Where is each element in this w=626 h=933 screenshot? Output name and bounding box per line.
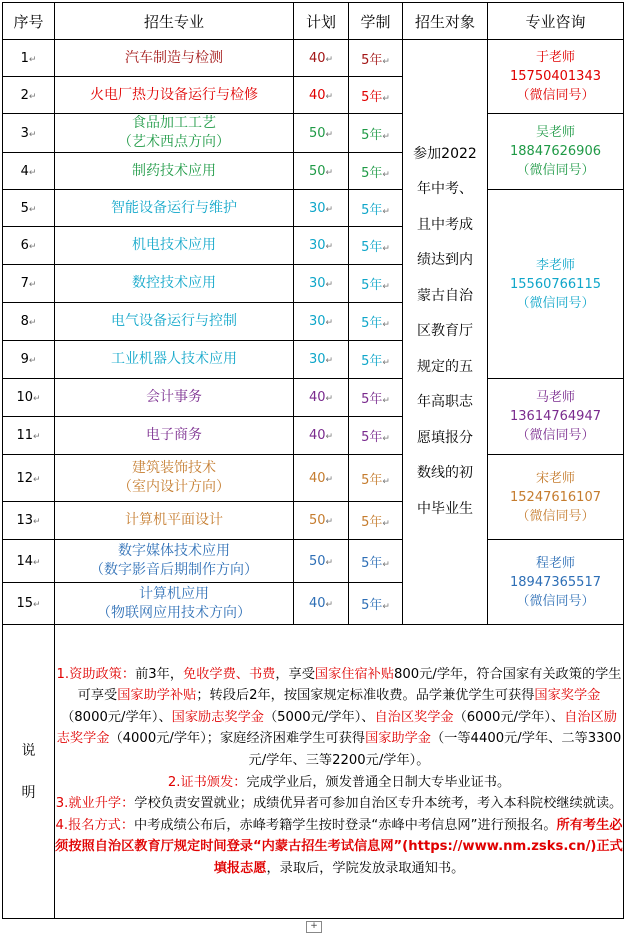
major-name: 会计事务: [55, 379, 294, 417]
program-years: 5年↵: [349, 379, 403, 417]
major-name: 火电厂热力设备运行与检修: [55, 77, 294, 114]
row-number: 13↵: [3, 502, 55, 540]
target-line: 年高职志: [417, 394, 473, 411]
target-line: 数线的初: [417, 465, 473, 482]
table-row: [3, 114, 624, 153]
program-years: 5年↵: [349, 341, 403, 379]
program-years: 5年↵: [349, 265, 403, 303]
major-name: 电气设备运行与控制: [55, 303, 294, 341]
target-line: 规定的五: [417, 358, 473, 375]
major-name: 汽车制造与检测: [55, 40, 294, 77]
rows-body: [3, 40, 624, 625]
major-name: 制药技术应用: [55, 153, 294, 190]
description-label-char: 说: [21, 742, 36, 759]
plan-count: 40↵: [294, 417, 349, 455]
plan-count: 40↵: [294, 455, 349, 502]
consultant-phone: 15750401343: [510, 69, 601, 84]
description-row: [3, 625, 624, 919]
target-line: 区教育厅: [417, 323, 473, 340]
row-number: 3↵: [3, 114, 55, 153]
plan-count: 30↵: [294, 265, 349, 303]
row-number: 6↵: [3, 227, 55, 265]
header-no: 序号: [3, 3, 55, 40]
major-name: 数字媒体技术应用 （数字影音后期制作方向）: [55, 540, 294, 583]
row-number: 8↵: [3, 303, 55, 341]
add-row-handle[interactable]: +: [306, 921, 322, 933]
consultant-note: （微信同号）: [516, 295, 595, 311]
consultant-name: 李老师: [535, 257, 575, 273]
header-major: 招生专业: [55, 3, 294, 40]
header-years: 学制: [349, 3, 403, 40]
row-number: 11↵: [3, 417, 55, 455]
program-years: 5年↵: [349, 40, 403, 77]
policy-registration: 4.报名方式：中考成绩公布后，赤峰考籍学生按时登录“赤峰中考信息网”进行预报名。所有考生必须按照自治区教育厅规定时间登录“内蒙古招生考试信息网”(https://www.nm.zsks.cn/)正式填报志愿，录取后，学院发放录取通知书。: [55, 817, 623, 876]
major-name: 数控技术应用: [55, 265, 294, 303]
consultant-name: 程老师: [535, 555, 575, 571]
table-row: [3, 540, 624, 583]
plan-count: 30↵: [294, 190, 349, 227]
major-name: 建筑装饰技术 （室内设计方向）: [55, 455, 294, 502]
row-number: 5↵: [3, 190, 55, 227]
program-years: 5年↵: [349, 303, 403, 341]
program-years: 5年↵: [349, 417, 403, 455]
row-number: 14↵: [3, 540, 55, 583]
target-line: 蒙古自治: [417, 287, 473, 304]
consultant-contact: [488, 190, 624, 379]
description-label: [3, 625, 55, 919]
consultant-phone: 15247616107: [510, 489, 601, 505]
major-name: 电子商务: [55, 417, 294, 455]
major-name: 工业机器人技术应用: [55, 341, 294, 379]
target-line: 且中考成: [417, 216, 473, 233]
major-name: 智能设备运行与维护: [55, 190, 294, 227]
major-name: 食品加工工艺 （艺术西点方向）: [55, 114, 294, 153]
consultant-contact: [488, 114, 624, 190]
target-line: 中毕业生: [417, 500, 473, 517]
consultant-name: 宋老师: [535, 470, 575, 486]
consultant-phone: 13614764947: [510, 409, 601, 424]
plan-count: 40↵: [294, 77, 349, 114]
plan-count: 40↵: [294, 379, 349, 417]
row-number: 2↵: [3, 77, 55, 114]
row-number: 4↵: [3, 153, 55, 190]
description-label-char: 明: [21, 784, 36, 801]
consultant-contact: [488, 540, 624, 625]
consultant-note: （微信同号）: [516, 88, 595, 103]
plan-count: 50↵: [294, 540, 349, 583]
target-line: 年中考、: [417, 181, 473, 198]
plan-count: 50↵: [294, 114, 349, 153]
consultant-phone: 15560766115: [510, 276, 601, 292]
consultant-note: （微信同号）: [516, 508, 595, 524]
program-years: 5年↵: [349, 455, 403, 502]
program-years: 5年↵: [349, 502, 403, 540]
program-years: 5年↵: [349, 583, 403, 625]
header-row: [3, 3, 624, 40]
program-years: 5年↵: [349, 153, 403, 190]
row-number: 1↵: [3, 40, 55, 77]
consultant-name: 马老师: [535, 390, 575, 405]
row-number: 7↵: [3, 265, 55, 303]
consultant-contact: [488, 40, 624, 114]
target-line: 愿填报分: [417, 429, 473, 446]
table-row: [3, 40, 624, 77]
major-name: 机电技术应用: [55, 227, 294, 265]
row-number: 10↵: [3, 379, 55, 417]
enrollment-table: [2, 2, 624, 919]
program-years: 5年↵: [349, 77, 403, 114]
consultant-name: 于老师: [535, 50, 575, 65]
row-number: 15↵: [3, 583, 55, 625]
policy-funding: 1.资助政策：前3年，免收学费、书费，享受国家住宿补贴800元/学年，符合国家有关政策的学生可享受国家助学补贴；转段后2年，按国家规定标准收费。品学兼优学生可获得国家奖学金（8000元/学年）、国家励志奖学金（5000元/学年）、自治区奖学金（6000元/学年）、自治区励志奖学金（4000元/学年）；家庭经济困难学生可获得国家助学金（一等4400元/学年、二等3300元/学年、三等2200元/学年）。: [56, 666, 622, 768]
plan-count: 40↵: [294, 40, 349, 77]
consultant-contact: [488, 455, 624, 540]
table-row: [3, 455, 624, 502]
consultant-phone: 18947365517: [510, 574, 601, 590]
major-name: 计算机应用 （物联网应用技术方向）: [55, 583, 294, 625]
target-line: 参加2022: [413, 145, 477, 162]
enrollment-target: [403, 40, 488, 625]
row-number: 12↵: [3, 455, 55, 502]
program-years: 5年↵: [349, 540, 403, 583]
target-line: 绩达到内: [417, 252, 473, 269]
plan-count: 50↵: [294, 502, 349, 540]
major-name: 计算机平面设计: [55, 502, 294, 540]
program-years: 5年↵: [349, 227, 403, 265]
row-number: 9↵: [3, 341, 55, 379]
plan-count: 30↵: [294, 303, 349, 341]
plan-count: 40↵: [294, 583, 349, 625]
table-row: [3, 190, 624, 227]
table-row: [3, 379, 624, 417]
plan-count: 30↵: [294, 341, 349, 379]
consultant-contact: [488, 379, 624, 455]
header-plan: 计划: [294, 3, 349, 40]
header-consult: 专业咨询: [488, 3, 624, 40]
description-text: [55, 625, 624, 919]
consultant-note: （微信同号）: [516, 428, 595, 443]
policy-certificate: 2.证书颁发：完成学业后，颁发普通全日制大专毕业证书。: [167, 774, 511, 790]
policy-employment: 3.就业升学：学校负责安置就业；成绩优异者可参加自治区专升本统考，考入本科院校继续就读。: [55, 796, 623, 812]
plan-count: 50↵: [294, 153, 349, 190]
plan-count: 30↵: [294, 227, 349, 265]
consultant-name: 吴老师: [535, 125, 575, 140]
consultant-note: （微信同号）: [516, 593, 595, 609]
header-target: 招生对象: [403, 3, 488, 40]
program-years: 5年↵: [349, 114, 403, 153]
program-years: 5年↵: [349, 190, 403, 227]
consultant-note: （微信同号）: [516, 163, 595, 178]
consultant-phone: 18847626906: [510, 144, 601, 159]
